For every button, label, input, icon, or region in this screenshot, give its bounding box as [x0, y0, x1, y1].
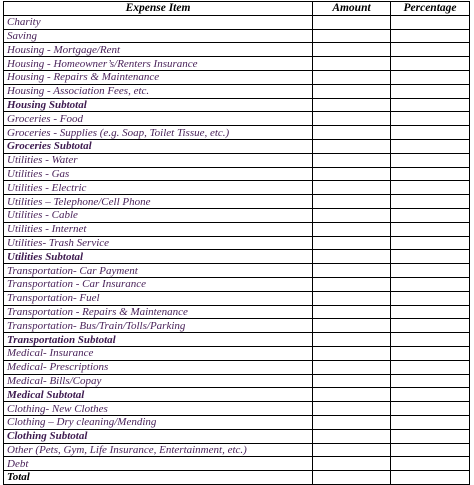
expense-item-label: Total [4, 471, 313, 485]
table-row [4, 236, 470, 250]
table-row [4, 112, 470, 126]
percentage-cell[interactable] [391, 429, 470, 443]
table-row [4, 457, 470, 471]
table-row [4, 443, 470, 457]
amount-cell[interactable] [313, 222, 391, 236]
expense-item-label: Housing Subtotal [4, 98, 313, 112]
percentage-cell[interactable] [391, 346, 470, 360]
table-row [4, 195, 470, 209]
table-row [4, 222, 470, 236]
expense-item-label: Transportation- Fuel [4, 291, 313, 305]
expense-item-label: Clothing- New Clothes [4, 402, 313, 416]
expense-item-label: Transportation- Car Payment [4, 264, 313, 278]
percentage-cell[interactable] [391, 374, 470, 388]
expense-item-label: Groceries - Supplies (e.g. Soap, Toilet Tissue, etc.) [4, 126, 313, 140]
percentage-cell[interactable] [391, 264, 470, 278]
amount-cell[interactable] [313, 195, 391, 209]
expense-item-label: Other (Pets, Gym, Life Insurance, Entertainment, etc.) [4, 443, 313, 457]
percentage-cell[interactable] [391, 305, 470, 319]
table-row [4, 15, 470, 29]
amount-cell[interactable] [313, 374, 391, 388]
table-row [4, 126, 470, 140]
percentage-cell[interactable] [391, 139, 470, 153]
percentage-cell[interactable] [391, 360, 470, 374]
table-row [4, 57, 470, 71]
table-row [4, 415, 470, 429]
expense-item-label: Housing - Homeowner’s/Renters Insurance [4, 57, 313, 71]
expense-item-label: Housing - Association Fees, etc. [4, 84, 313, 98]
expense-item-label: Utilities - Water [4, 153, 313, 167]
amount-cell[interactable] [313, 388, 391, 402]
expense-rows [4, 15, 470, 484]
expense-item-label: Medical- Insurance [4, 346, 313, 360]
expense-item-label: Transportation- Bus/Train/Tolls/Parking [4, 319, 313, 333]
percentage-cell[interactable] [391, 15, 470, 29]
table-row [4, 277, 470, 291]
amount-cell[interactable] [313, 236, 391, 250]
percentage-cell[interactable] [391, 443, 470, 457]
expense-item-label: Clothing – Dry cleaning/Mending [4, 415, 313, 429]
amount-cell[interactable] [313, 139, 391, 153]
expense-item-label: Medical- Bills/Copay [4, 374, 313, 388]
amount-cell[interactable] [313, 112, 391, 126]
header-row [4, 2, 470, 16]
percentage-cell[interactable] [391, 277, 470, 291]
percentage-cell[interactable] [391, 333, 470, 347]
amount-cell[interactable] [313, 98, 391, 112]
percentage-cell[interactable] [391, 319, 470, 333]
expense-item-label: Utilities - Cable [4, 208, 313, 222]
amount-cell[interactable] [313, 43, 391, 57]
amount-cell[interactable] [313, 181, 391, 195]
expense-item-label: Transportation Subtotal [4, 333, 313, 347]
header-percentage: Percentage [391, 2, 470, 16]
expense-item-label: Transportation - Repairs & Maintenance [4, 305, 313, 319]
percentage-cell[interactable] [391, 70, 470, 84]
total-row [4, 471, 470, 485]
amount-cell[interactable] [313, 167, 391, 181]
amount-cell[interactable] [313, 443, 391, 457]
percentage-cell[interactable] [391, 126, 470, 140]
amount-cell[interactable] [313, 70, 391, 84]
percentage-cell[interactable] [391, 291, 470, 305]
table-row [4, 181, 470, 195]
percentage-cell[interactable] [391, 153, 470, 167]
expense-item-label: Medical Subtotal [4, 388, 313, 402]
table-row [4, 70, 470, 84]
percentage-cell[interactable] [391, 112, 470, 126]
amount-cell[interactable] [313, 319, 391, 333]
amount-cell[interactable] [313, 84, 391, 98]
table-row [4, 374, 470, 388]
expense-item-label: Charity [4, 15, 313, 29]
table-row [4, 402, 470, 416]
expense-item-label: Saving [4, 29, 313, 43]
expense-item-label: Groceries - Food [4, 112, 313, 126]
percentage-cell[interactable] [391, 29, 470, 43]
table-row [4, 305, 470, 319]
table-row [4, 153, 470, 167]
table-row [4, 360, 470, 374]
subtotal-row [4, 139, 470, 153]
amount-cell[interactable] [313, 457, 391, 471]
expense-item-label: Utilities- Trash Service [4, 236, 313, 250]
amount-cell[interactable] [313, 429, 391, 443]
percentage-cell[interactable] [391, 167, 470, 181]
expense-item-label: Medical- Prescriptions [4, 360, 313, 374]
amount-cell[interactable] [313, 250, 391, 264]
amount-cell[interactable] [313, 208, 391, 222]
table-row [4, 291, 470, 305]
header-expense-item: Expense Item [4, 2, 313, 16]
percentage-cell[interactable] [391, 98, 470, 112]
expense-worksheet-table [3, 1, 470, 485]
subtotal-row [4, 333, 470, 347]
percentage-cell[interactable] [391, 457, 470, 471]
expense-item-label: Housing - Repairs & Maintenance [4, 70, 313, 84]
subtotal-row [4, 429, 470, 443]
percentage-cell[interactable] [391, 43, 470, 57]
percentage-cell[interactable] [391, 471, 470, 485]
amount-cell[interactable] [313, 291, 391, 305]
amount-cell[interactable] [313, 29, 391, 43]
amount-cell[interactable] [313, 153, 391, 167]
table-row [4, 84, 470, 98]
subtotal-row [4, 250, 470, 264]
amount-cell[interactable] [313, 15, 391, 29]
amount-cell[interactable] [313, 333, 391, 347]
percentage-cell[interactable] [391, 195, 470, 209]
table-row [4, 264, 470, 278]
percentage-cell[interactable] [391, 415, 470, 429]
table-row [4, 319, 470, 333]
amount-cell[interactable] [313, 126, 391, 140]
percentage-cell[interactable] [391, 250, 470, 264]
percentage-cell[interactable] [391, 57, 470, 71]
table-row [4, 43, 470, 57]
amount-cell[interactable] [313, 305, 391, 319]
percentage-cell[interactable] [391, 388, 470, 402]
table-row [4, 29, 470, 43]
header-amount: Amount [313, 2, 391, 16]
percentage-cell[interactable] [391, 236, 470, 250]
expense-item-label: Debt [4, 457, 313, 471]
amount-cell[interactable] [313, 415, 391, 429]
expense-item-label: Utilities - Internet [4, 222, 313, 236]
table-row [4, 167, 470, 181]
percentage-cell[interactable] [391, 222, 470, 236]
amount-cell[interactable] [313, 402, 391, 416]
percentage-cell[interactable] [391, 181, 470, 195]
amount-cell[interactable] [313, 264, 391, 278]
table-row [4, 208, 470, 222]
percentage-cell[interactable] [391, 208, 470, 222]
expense-item-label: Clothing Subtotal [4, 429, 313, 443]
expense-item-label: Groceries Subtotal [4, 139, 313, 153]
table-row [4, 346, 470, 360]
percentage-cell[interactable] [391, 84, 470, 98]
subtotal-row [4, 388, 470, 402]
expense-item-label: Utilities Subtotal [4, 250, 313, 264]
expense-item-label: Utilities - Electric [4, 181, 313, 195]
expense-item-label: Transportation - Car Insurance [4, 277, 313, 291]
expense-item-label: Housing - Mortgage/Rent [4, 43, 313, 57]
amount-cell[interactable] [313, 57, 391, 71]
expense-item-label: Utilities – Telephone/Cell Phone [4, 195, 313, 209]
amount-cell[interactable] [313, 471, 391, 485]
expense-item-label: Utilities - Gas [4, 167, 313, 181]
amount-cell[interactable] [313, 277, 391, 291]
percentage-cell[interactable] [391, 402, 470, 416]
amount-cell[interactable] [313, 360, 391, 374]
subtotal-row [4, 98, 470, 112]
amount-cell[interactable] [313, 346, 391, 360]
